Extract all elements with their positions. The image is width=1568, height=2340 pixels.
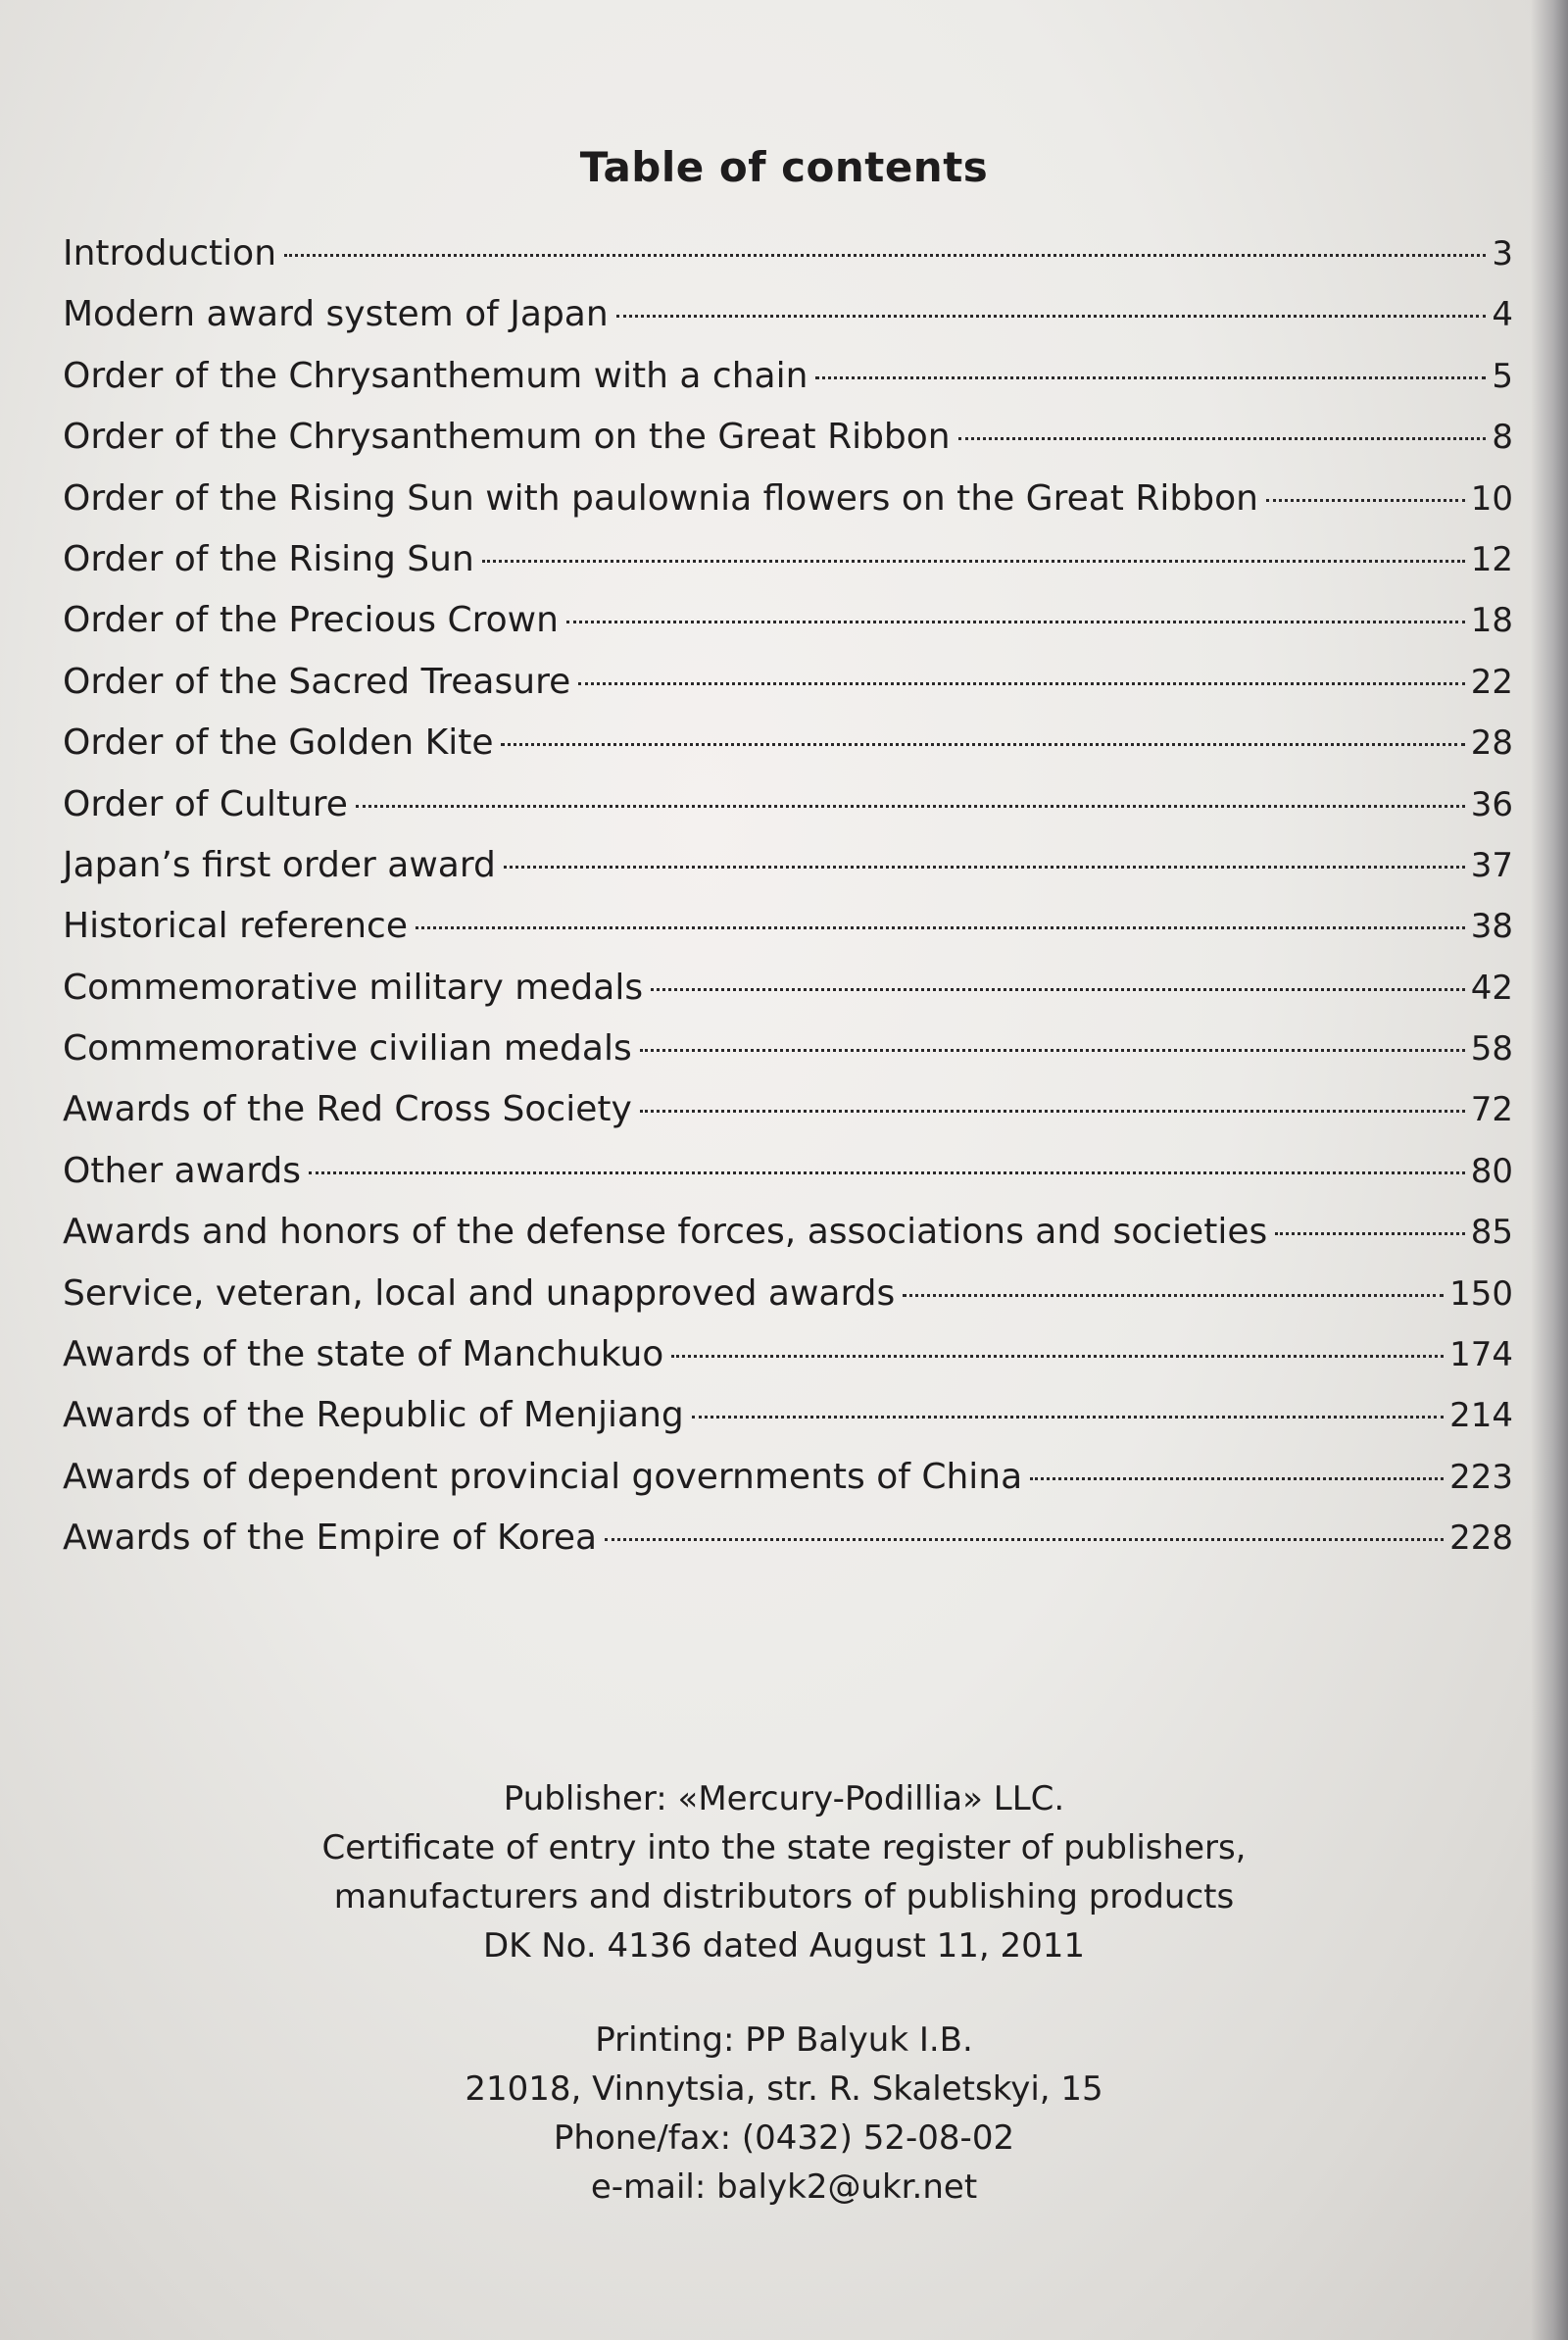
page-edge-shadow [1531,0,1568,2340]
toc-entry-title: Order of the Chrysanthemum with a chain [63,355,808,396]
publisher-line: Publisher: «Mercury-Podillia» LLC. [503,1779,1065,1818]
toc-entry-page: 18 [1470,601,1513,641]
toc-entry-title: Commemorative civilian medals [63,1028,632,1070]
toc-entry [63,958,1513,1019]
toc-entry [63,407,1513,468]
toc-dot-leader [616,315,1487,318]
toc-entry-title: Service, veteran, local and unapproved awards [63,1272,896,1314]
toc-entry-title: Historical reference [63,906,408,947]
toc-entry-title: Japan’s first order award [63,844,496,885]
printing-block [0,2016,1568,2212]
toc-dot-leader [1266,499,1465,502]
toc-dot-leader [1030,1477,1444,1480]
printing-line: Printing: PP Balyuk I.B. [595,2020,973,2060]
toc-entry-title: Order of the Golden Kite [63,722,494,764]
toc-entry [63,1385,1513,1446]
toc-entry-title: Awards of the Empire of Korea [63,1518,598,1559]
certificate-line: manufacturers and distributors of publishing products [333,1877,1235,1917]
toc-dot-leader [566,621,1465,623]
toc-dot-leader [284,254,1486,257]
toc-dot-leader [605,1538,1444,1541]
toc-entry-page: 223 [1449,1457,1513,1497]
toc-entry-page: 58 [1470,1029,1513,1070]
toc-entry-page: 4 [1492,295,1513,335]
toc-entry-title: Order of the Rising Sun [63,538,474,579]
toc-entry-title: Awards and honors of the defense forces, associations and societies [63,1212,1268,1253]
phone-line: Phone/fax: (0432) 52-08-02 [553,2118,1015,2158]
toc-entry-title: Order of the Sacred Treasure [63,661,571,702]
toc-entry-page: 37 [1470,845,1513,885]
toc-dot-leader [578,682,1465,685]
toc-entry-page: 72 [1470,1090,1513,1130]
toc-entry-title: Other awards [63,1150,301,1191]
toc-dot-leader [692,1416,1444,1419]
toc-entry-title: Commemorative military medals [63,967,644,1008]
toc-entry [63,713,1513,773]
toc-entry-title: Order of the Rising Sun with paulownia flowers on the Great Ribbon [63,477,1258,519]
toc-entry-page: 214 [1449,1396,1513,1436]
toc-entry [63,1019,1513,1079]
toc-dot-leader [671,1355,1444,1358]
certificate-line: Certificate of entry into the state register of publishers, [321,1828,1247,1867]
toc-entry-title: Awards of the Republic of Menjiang [63,1395,684,1436]
toc-dot-leader [958,437,1487,440]
toc-entry-title: Order of the Chrysanthemum on the Great Ribbon [63,417,951,458]
toc-entry [63,774,1513,835]
toc-entry-page: 36 [1470,784,1513,824]
toc-dot-leader [504,866,1465,869]
toc-entry-page: 38 [1470,907,1513,947]
toc-dot-leader [640,1049,1465,1052]
toc-entry [63,1508,1513,1568]
toc-entry [63,1264,1513,1324]
toc-entry-page: 12 [1470,539,1513,579]
toc-entry-title: Order of Culture [63,783,348,824]
toc-entry-page: 28 [1470,723,1513,764]
toc-entry [63,529,1513,590]
toc-dot-leader [356,805,1465,808]
toc-entry-title: Awards of the Red Cross Society [63,1089,632,1130]
toc-dot-leader [815,376,1486,379]
toc-dot-leader [416,926,1465,929]
toc-entry-title: Awards of the state of Manchukuo [63,1334,664,1375]
toc-entry-title: Awards of dependent provincial governments of China [63,1456,1023,1497]
toc-entry [63,1079,1513,1140]
toc-entry [63,896,1513,957]
toc-entry [63,1202,1513,1263]
toc-list [63,224,1513,1569]
toc-entry-title: Order of the Precious Crown [63,600,559,641]
toc-entry-page: 22 [1470,662,1513,702]
toc-entry-page: 228 [1449,1519,1513,1559]
toc-dot-leader [651,988,1465,991]
toc-dot-leader [482,560,1465,563]
toc-entry-page: 8 [1492,418,1513,458]
toc-entry [63,835,1513,896]
toc-entry-page: 85 [1470,1213,1513,1253]
toc-entry [63,284,1513,345]
toc-dot-leader [309,1171,1465,1174]
certificate-line: DK No. 4136 dated August 11, 2011 [482,1926,1086,1966]
toc-entry-page: 80 [1470,1151,1513,1191]
toc-dot-leader [640,1110,1465,1113]
address-line: 21018, Vinnytsia, str. R. Skaletskyi, 15 [465,2069,1103,2109]
toc-dot-leader [501,743,1464,746]
toc-entry-title: Introduction [63,233,277,274]
toc-entry-page: 10 [1470,478,1513,519]
toc-entry [63,469,1513,529]
publisher-block [0,1774,1568,1970]
toc-entry [63,1447,1513,1508]
toc-entry-title: Modern award system of Japan [63,294,609,335]
toc-entry [63,652,1513,713]
toc-entry [63,346,1513,407]
toc-entry [63,224,1513,284]
toc-entry [63,590,1513,651]
email-line: e-mail: balyk2@ukr.net [590,2167,978,2207]
toc-entry-page: 174 [1449,1335,1513,1375]
toc-entry [63,1324,1513,1385]
toc-entry [63,1141,1513,1202]
toc-dot-leader [1275,1232,1465,1235]
toc-dot-leader [903,1294,1444,1297]
toc-entry-page: 42 [1470,968,1513,1008]
toc-title: Table of contents [579,143,989,191]
toc-entry-page: 150 [1449,1273,1513,1314]
toc-entry-page: 5 [1492,356,1513,396]
toc-entry-page: 3 [1492,234,1513,274]
